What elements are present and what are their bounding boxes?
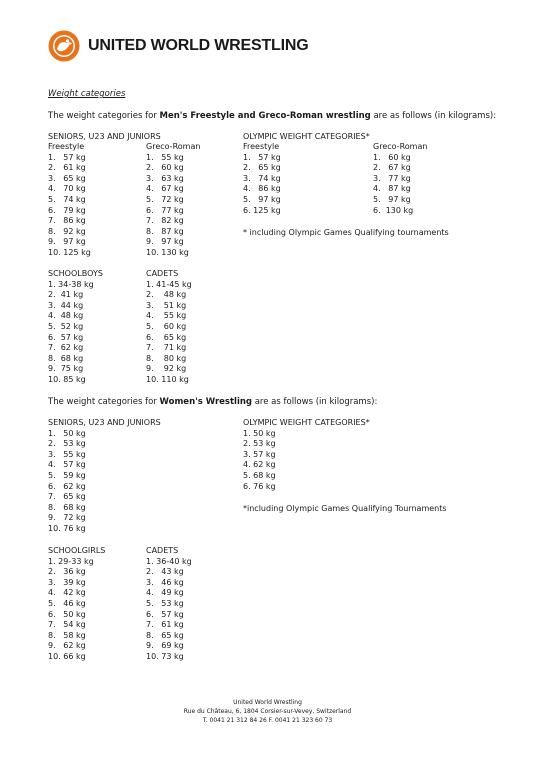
weight-category-item: 2. 61 kg — [48, 163, 86, 173]
weight-category-item: 8. 68 kg — [48, 502, 86, 512]
weight-category-item: 9. 75 kg — [48, 364, 84, 374]
weight-category-item: 3. 46 kg — [146, 577, 184, 587]
list-title: SCHOOLBOYS — [48, 269, 103, 278]
weight-category-item: 8. 65 kg — [146, 630, 184, 640]
weight-category-item: 6. 62 kg — [48, 481, 86, 491]
weight-category-item: 1. 50 kg — [243, 428, 276, 438]
weight-category-item: 5. 74 kg — [48, 194, 86, 204]
weight-category-item: 2. 53 kg — [48, 439, 86, 449]
weight-category-item: 2. 43 kg — [146, 567, 184, 577]
page-heading: Weight categories — [48, 89, 126, 99]
weight-category-item: 9. 72 kg — [48, 513, 86, 523]
weight-category-item: 9. 97 kg — [146, 237, 184, 247]
men-cadets-list — [146, 269, 192, 386]
weight-category-item: 10. 66 kg — [48, 651, 86, 661]
men-olympic-title: OLYMPIC WEIGHT CATEGORIES* — [243, 132, 370, 141]
weight-category-item: 10. 73 kg — [146, 651, 184, 661]
weight-category-item: 6. 50 kg — [48, 609, 86, 619]
weight-category-item: 10. 130 kg — [146, 247, 189, 257]
weight-category-item: 3. 39 kg — [48, 577, 86, 587]
men-olympic-freestyle-list — [243, 142, 281, 216]
weight-category-item: 5. 68 kg — [243, 470, 276, 480]
women-seniors-list — [48, 418, 161, 535]
weight-category-item: 1. 50 kg — [48, 428, 86, 438]
men-seniors-greco-list — [146, 142, 200, 259]
weight-category-item: 2. 41 kg — [48, 290, 84, 300]
weight-category-item: 8. 80 kg — [146, 353, 187, 363]
men-intro-post: are as follows (in kilograms): — [370, 111, 497, 121]
weight-category-item: 6. 57 kg — [146, 609, 184, 619]
weight-category-item: 4. 70 kg — [48, 184, 86, 194]
weight-category-item: 7. 71 kg — [146, 343, 187, 353]
weight-category-item: 7. 82 kg — [146, 216, 184, 226]
weight-category-item: 3. 77 kg — [373, 173, 411, 183]
women-olympic-note: *including Olympic Games Qualifying Tournaments — [243, 504, 447, 513]
footer-phone: T. 0041 21 312 84 26 F. 0041 21 323 60 73 — [202, 717, 333, 724]
weight-category-item: 2. 48 kg — [146, 290, 187, 300]
weight-category-item: 8. 92 kg — [48, 226, 86, 236]
weight-category-item: 1. 41-45 kg — [146, 279, 192, 289]
footer-org: United World Wrestling — [233, 699, 302, 706]
women-olympic-list — [243, 418, 370, 492]
weight-category-item: 7. 61 kg — [146, 620, 184, 630]
weight-category-item: 5. 72 kg — [146, 194, 184, 204]
weight-category-item: 1. 60 kg — [373, 152, 411, 162]
men-olympic-greco-list — [373, 142, 427, 216]
women-intro-pre: The weight categories for — [48, 397, 160, 407]
men-olympic-note: * including Olympic Games Qualifying tournaments — [243, 228, 449, 237]
weight-category-item: 6. 65 kg — [146, 332, 187, 342]
list-title: Greco-Roman — [373, 142, 428, 151]
footer-address: Rue du Château, 6, 1804 Corsier-sur-Vevey, Switzerland — [183, 708, 352, 715]
weight-category-item: 4. 62 kg — [243, 460, 276, 470]
weight-category-item: 5. 97 kg — [373, 194, 411, 204]
weight-category-item: 6. 125 kg — [243, 205, 281, 215]
weight-category-item: 7. 54 kg — [48, 620, 86, 630]
men-seniors-title: SENIORS, U23 AND JUNIORS — [48, 132, 161, 141]
weight-category-item: 7. 86 kg — [48, 216, 86, 226]
weight-category-item: 1. 57 kg — [243, 152, 281, 162]
weight-category-item: 8. 87 kg — [146, 226, 184, 236]
brand-name: UNITED WORLD WRESTLING — [88, 37, 309, 54]
weight-category-item: 6. 57 kg — [48, 332, 84, 342]
weight-category-item: 7. 62 kg — [48, 343, 84, 353]
page-footer — [0, 698, 535, 725]
uww-logo — [48, 30, 308, 62]
weight-category-item: 3. 55 kg — [48, 449, 86, 459]
weight-category-item: 9. 62 kg — [48, 641, 86, 651]
weight-category-item: 3. 57 kg — [243, 449, 276, 459]
weight-category-item: 5. 97 kg — [243, 194, 281, 204]
weight-category-item: 3. 51 kg — [146, 300, 187, 310]
weight-category-item: 4. 42 kg — [48, 588, 86, 598]
list-title: Freestyle — [243, 142, 280, 151]
weight-category-item: 3. 63 kg — [146, 173, 184, 183]
weight-category-item: 4. 87 kg — [373, 184, 411, 194]
list-title: CADETS — [146, 269, 179, 278]
men-seniors-freestyle-list — [48, 142, 91, 259]
list-title: Freestyle — [48, 142, 85, 151]
list-title: CADETS — [146, 546, 179, 555]
weight-category-item: 6. 79 kg — [48, 205, 86, 215]
weight-category-item: 5. 52 kg — [48, 321, 84, 331]
weight-category-item: 4. 67 kg — [146, 184, 184, 194]
weight-category-item: 6. 130 kg — [373, 205, 414, 215]
weight-category-item: 10. 125 kg — [48, 247, 91, 257]
weight-category-item: 10. 110 kg — [146, 374, 189, 384]
weight-category-item: 3. 44 kg — [48, 300, 84, 310]
weight-category-item: 9. 92 kg — [146, 364, 187, 374]
women-intro-post: are as follows (in kilograms): — [252, 397, 378, 407]
weight-category-item: 4. 55 kg — [146, 311, 187, 321]
weight-category-item: 4. 49 kg — [146, 588, 184, 598]
weight-category-item: 8. 58 kg — [48, 630, 86, 640]
weight-category-item: 6. 77 kg — [146, 205, 184, 215]
weight-category-item: 5. 59 kg — [48, 470, 86, 480]
weight-category-item: 10. 76 kg — [48, 523, 86, 533]
weight-category-item: 2. 65 kg — [243, 163, 281, 173]
men-intro — [48, 111, 496, 121]
weight-category-item: 6. 76 kg — [243, 481, 276, 491]
weight-category-item: 4. 86 kg — [243, 184, 281, 194]
men-intro-pre: The weight categories for — [48, 111, 160, 121]
women-cadets-list — [146, 546, 192, 663]
women-intro — [48, 397, 377, 407]
weight-category-item: 10. 85 kg — [48, 374, 86, 384]
weight-category-item: 4. 48 kg — [48, 311, 84, 321]
weight-category-item: 5. 53 kg — [146, 598, 184, 608]
list-title: Greco-Roman — [146, 142, 201, 151]
list-title: OLYMPIC WEIGHT CATEGORIES* — [243, 418, 370, 427]
weight-category-item: 8. 68 kg — [48, 353, 84, 363]
men-schoolboys-list — [48, 269, 103, 386]
weight-category-item: 5. 46 kg — [48, 598, 86, 608]
weight-category-item: 1. 34-38 kg — [48, 279, 94, 289]
weight-category-item: 3. 74 kg — [243, 173, 281, 183]
weight-category-item: 9. 69 kg — [146, 641, 184, 651]
list-title: SENIORS, U23 AND JUNIORS — [48, 418, 161, 427]
weight-category-item: 1. 36-40 kg — [146, 556, 192, 566]
uww-emblem-icon — [48, 30, 80, 62]
weight-category-item: 4. 57 kg — [48, 460, 86, 470]
weight-category-item: 2. 67 kg — [373, 163, 411, 173]
weight-category-item: 2. 53 kg — [243, 439, 276, 449]
weight-category-item: 7. 65 kg — [48, 492, 86, 502]
weight-category-item: 2. 36 kg — [48, 567, 86, 577]
women-schoolgirls-list — [48, 546, 105, 663]
weight-category-item: 2. 60 kg — [146, 163, 184, 173]
weight-category-item: 9. 97 kg — [48, 237, 86, 247]
list-title: SCHOOLGIRLS — [48, 546, 106, 555]
men-intro-bold: Men's Freestyle and Greco-Roman wrestling — [159, 111, 371, 121]
women-intro-bold: Women's Wrestling — [159, 397, 253, 407]
weight-category-item: 1. 29-33 kg — [48, 556, 94, 566]
weight-category-item: 1. 55 kg — [146, 152, 184, 162]
weight-category-item: 5. 60 kg — [146, 321, 187, 331]
weight-category-item: 1. 57 kg — [48, 152, 86, 162]
weight-category-item: 3. 65 kg — [48, 173, 86, 183]
